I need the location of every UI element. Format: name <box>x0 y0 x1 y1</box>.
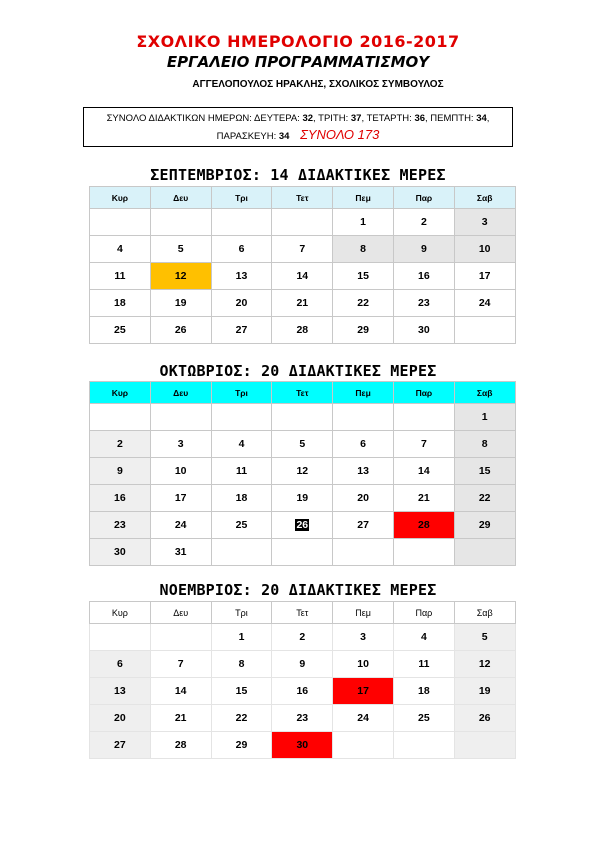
day-cell: 23 <box>393 290 454 317</box>
summary-tuesday-label: , ΤΡΙΤΗ: <box>313 113 349 124</box>
day-cell: 12 <box>272 458 333 485</box>
day-cell: 7 <box>272 236 333 263</box>
day-cell: 4 <box>211 431 272 458</box>
day-cell: 20 <box>333 485 394 512</box>
weekday-header-row <box>90 602 516 624</box>
day-cell <box>333 539 394 566</box>
day-cell: 13 <box>211 263 272 290</box>
weekday-tue: Τρι <box>211 602 272 624</box>
day-cell <box>393 732 454 759</box>
october-heading: ΟΚΤΩΒΡΙΟΣ: 20 ΔΙΔΑΚΤΙΚΕΣ ΜΕΡΕΣ <box>159 362 437 380</box>
week-row <box>90 290 516 317</box>
day-cell: 13 <box>333 458 394 485</box>
day-cell: 21 <box>150 705 211 732</box>
day-cell: 9 <box>393 236 454 263</box>
day-cell: 2 <box>272 624 333 651</box>
day-cell: 15 <box>211 678 272 705</box>
day-cell <box>150 209 211 236</box>
day-cell <box>333 404 394 431</box>
day-cell: 14 <box>272 263 333 290</box>
day-cell <box>454 317 515 344</box>
day-cell: 3 <box>454 209 515 236</box>
day-cell <box>150 404 211 431</box>
day-cell <box>211 539 272 566</box>
day-cell: 4 <box>90 236 151 263</box>
day-number: 25 <box>235 519 248 531</box>
day-cell: 19 <box>454 678 515 705</box>
day-cell: 21 <box>393 485 454 512</box>
day-cell: 14 <box>150 678 211 705</box>
day-cell: 8 <box>454 431 515 458</box>
weekday-mon: Δευ <box>150 382 211 404</box>
day-cell: 1 <box>333 209 394 236</box>
summary-prefix: ΣΥΝΟΛΟ ΔΙΔΑΚΤΙΚΩΝ ΗΜΕΡΩΝ: ΔΕΥΤΕΡΑ: <box>106 113 300 124</box>
day-cell <box>211 512 272 539</box>
day-cell: 6 <box>90 651 151 678</box>
day-cell <box>90 624 151 651</box>
day-cell: 15 <box>454 458 515 485</box>
week-row <box>90 317 516 344</box>
day-cell <box>90 404 151 431</box>
day-cell: 30 <box>90 539 151 566</box>
day-cell: 8 <box>211 651 272 678</box>
summary-thursday: 34 <box>476 113 487 124</box>
author-line: ΑΓΓΕΛΟΠΟΥΛΟΣ ΗΡΑΚΛΗΣ, ΣΧΟΛΙΚΟΣ ΣΥΜΒΟΥΛΟΣ <box>192 79 444 90</box>
day-cell: 3 <box>333 624 394 651</box>
weekday-thu: Πεμ <box>333 382 394 404</box>
november-calendar <box>89 601 516 759</box>
summary-thursday-label: , ΠΕΜΠΤΗ: <box>425 113 474 124</box>
day-cell: 18 <box>211 485 272 512</box>
day-cell <box>211 404 272 431</box>
day-cell: 24 <box>150 512 211 539</box>
day-cell: 12 <box>454 651 515 678</box>
day-cell: 2 <box>90 431 151 458</box>
week-row <box>90 209 516 236</box>
day-cell: 19 <box>272 485 333 512</box>
day-cell: 14 <box>393 458 454 485</box>
weekday-fri: Παρ <box>393 602 454 624</box>
weekday-sat: Σαβ <box>454 602 515 624</box>
weekday-header-row <box>90 382 516 404</box>
september-calendar <box>89 186 516 344</box>
day-cell: 20 <box>211 290 272 317</box>
september-heading: ΣΕΠΤΕΜΒΡΙΟΣ: 14 ΔΙΔΑΚΤΙΚΕΣ ΜΕΡΕΣ <box>150 166 446 184</box>
day-cell: 4 <box>393 624 454 651</box>
day-cell: 1 <box>211 624 272 651</box>
week-row <box>90 263 516 290</box>
day-cell: 11 <box>90 263 151 290</box>
day-cell: 26 <box>150 317 211 344</box>
week-row <box>90 705 516 732</box>
calendar-title: ΣΧΟΛΙΚΟ ΗΜΕΡΟΛΟΓΙΟ 2016-2017 <box>136 32 460 51</box>
day-cell: 26 <box>454 705 515 732</box>
weekday-sun: Κυρ <box>90 187 151 209</box>
summary-tuesday: 37 <box>350 113 362 124</box>
holiday-cell: 28 <box>393 512 454 539</box>
day-cell: 11 <box>393 651 454 678</box>
day-cell: 24 <box>333 705 394 732</box>
day-cell: 3 <box>150 431 211 458</box>
week-row <box>90 539 516 566</box>
day-cell: 25 <box>90 317 151 344</box>
day-cell: 10 <box>150 458 211 485</box>
week-row <box>90 512 516 539</box>
day-cell: 16 <box>393 263 454 290</box>
day-cell: 16 <box>90 485 151 512</box>
weekday-sat: Σαβ <box>454 187 515 209</box>
day-cell: 25 <box>393 705 454 732</box>
november-heading: ΝΟΕΜΒΡΙΟΣ: 20 ΔΙΔΑΚΤΙΚΕΣ ΜΕΡΕΣ <box>159 581 437 599</box>
week-row <box>90 624 516 651</box>
weekday-wed: Τετ <box>272 602 333 624</box>
day-cell: 7 <box>150 651 211 678</box>
weekday-wed: Τετ <box>272 187 333 209</box>
calendar-subtitle: ΕΡΓΑΛΕΙΟ ΠΡΟΓΡΑΜΜΑΤΙΣΜΟΥ <box>166 53 430 71</box>
day-cell: 30 <box>393 317 454 344</box>
weekday-wed: Τετ <box>272 382 333 404</box>
day-cell: 10 <box>454 236 515 263</box>
day-cell: 31 <box>150 539 211 566</box>
week-row <box>90 485 516 512</box>
week-row <box>90 431 516 458</box>
day-cell: 1 <box>454 404 515 431</box>
first-school-day-cell: 12 <box>150 263 211 290</box>
week-row <box>90 651 516 678</box>
weekday-thu: Πεμ <box>333 187 394 209</box>
day-cell: 19 <box>150 290 211 317</box>
day-cell: 13 <box>90 678 151 705</box>
summary-friday: 34 <box>278 131 290 142</box>
day-cell: 22 <box>454 485 515 512</box>
weekday-tue: Τρι <box>211 187 272 209</box>
day-cell: 29 <box>333 317 394 344</box>
weekday-mon: Δευ <box>150 602 211 624</box>
summary-comma: , <box>486 113 490 124</box>
october-calendar <box>89 381 516 566</box>
day-cell <box>272 539 333 566</box>
week-row <box>90 404 516 431</box>
day-cell <box>272 209 333 236</box>
day-cell: 5 <box>272 431 333 458</box>
day-cell <box>211 209 272 236</box>
day-cell <box>272 404 333 431</box>
day-cell: 7 <box>393 431 454 458</box>
day-cell: 28 <box>150 732 211 759</box>
day-cell: 15 <box>333 263 394 290</box>
day-cell: 17 <box>454 263 515 290</box>
summary-friday-label: ΠΑΡΑΣΚΕΥΗ: <box>216 131 277 142</box>
day-cell <box>454 732 515 759</box>
week-row <box>90 732 516 759</box>
day-cell: 29 <box>454 512 515 539</box>
day-cell: 27 <box>211 317 272 344</box>
summary-wednesday: 36 <box>414 113 426 124</box>
weekday-fri: Παρ <box>393 187 454 209</box>
day-cell <box>454 539 515 566</box>
day-cell: 22 <box>211 705 272 732</box>
holiday-marked-cell <box>272 512 333 539</box>
day-cell: 23 <box>90 512 151 539</box>
day-cell <box>393 539 454 566</box>
holiday-cell: 30 <box>272 732 333 759</box>
holiday-cell: 17 <box>333 678 394 705</box>
day-cell: 21 <box>272 290 333 317</box>
day-cell: 28 <box>272 317 333 344</box>
weekday-header-row <box>90 187 516 209</box>
day-cell <box>90 209 151 236</box>
day-cell: 5 <box>454 624 515 651</box>
marked-day-number: 26 <box>296 519 309 531</box>
day-cell <box>393 404 454 431</box>
weekday-mon: Δευ <box>150 187 211 209</box>
day-cell: 6 <box>211 236 272 263</box>
day-cell: 2 <box>393 209 454 236</box>
weekday-sat: Σαβ <box>454 382 515 404</box>
weekday-thu: Πεμ <box>333 602 394 624</box>
day-cell <box>150 624 211 651</box>
day-cell: 10 <box>333 651 394 678</box>
weekday-tue: Τρι <box>211 382 272 404</box>
day-cell: 8 <box>333 236 394 263</box>
day-cell: 18 <box>90 290 151 317</box>
day-cell: 16 <box>272 678 333 705</box>
day-cell: 11 <box>211 458 272 485</box>
day-cell: 29 <box>211 732 272 759</box>
day-cell: 27 <box>90 732 151 759</box>
day-cell: 5 <box>150 236 211 263</box>
day-cell <box>333 732 394 759</box>
day-cell: 6 <box>333 431 394 458</box>
day-cell: 24 <box>454 290 515 317</box>
weekday-fri: Παρ <box>393 382 454 404</box>
day-cell: 27 <box>333 512 394 539</box>
summary-total: ΣΥΝΟΛΟ 173 <box>300 127 380 142</box>
summary-wednesday-label: , ΤΕΤΑΡΤΗ: <box>361 113 412 124</box>
day-cell: 20 <box>90 705 151 732</box>
week-row <box>90 458 516 485</box>
day-cell: 23 <box>272 705 333 732</box>
day-cell: 9 <box>272 651 333 678</box>
day-cell: 18 <box>393 678 454 705</box>
day-cell: 22 <box>333 290 394 317</box>
day-cell: 9 <box>90 458 151 485</box>
summary-monday: 32 <box>302 113 314 124</box>
weekday-sun: Κυρ <box>90 382 151 404</box>
week-row <box>90 678 516 705</box>
day-cell: 17 <box>150 485 211 512</box>
teaching-days-summary <box>83 107 513 147</box>
week-row <box>90 236 516 263</box>
weekday-sun: Κυρ <box>90 602 151 624</box>
